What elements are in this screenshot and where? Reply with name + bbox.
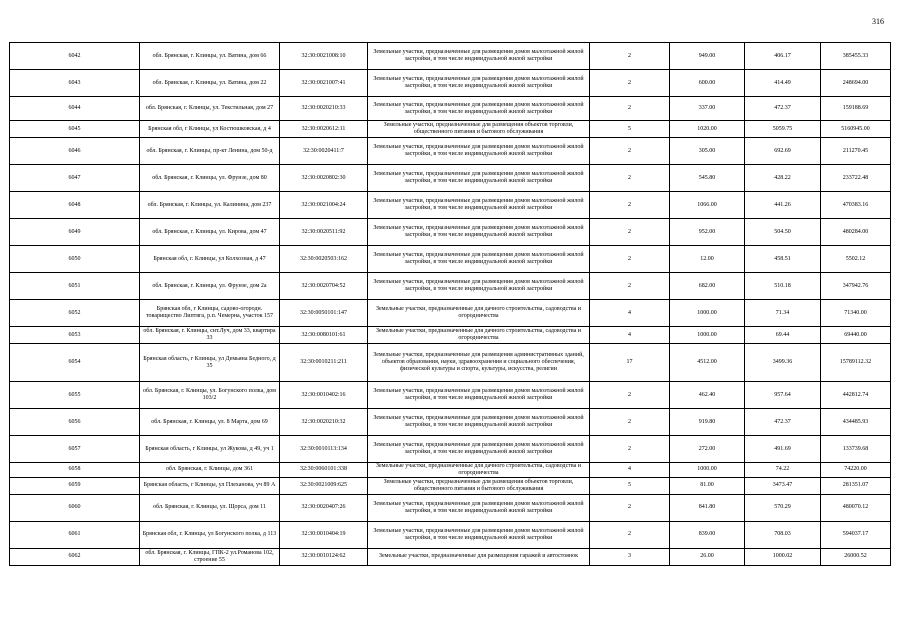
cadastral-number-cell: 32:30:0020407:26 [280,494,368,521]
group-cell: 2 [590,43,670,70]
area-cell: 841.80 [670,494,745,521]
address-cell: обл. Брянская, г. Клинцы, дом 361 [140,463,280,478]
unit-value-cell: 69.44 [745,327,821,344]
address-cell: Брянская область, г Клинцы, ул Демьяна Бедного, д 35 [140,344,280,382]
cadastral-number-cell: 32:30:0020210:33 [280,97,368,121]
area-cell: 949.00 [670,43,745,70]
address-cell: обл. Брянская, г. Клинцы, ул. Богунского полка, дом 103/2 [140,382,280,409]
row-number-cell: 6052 [10,300,140,327]
land-use-cell: Земельные участки, предназначенные для размещения объектов торговли, общественного питания и бытового обслуживания [368,121,590,138]
land-use-cell: Земельные участки, предназначенные для размещения объектов торговли, общественного питания и бытового обслуживания [368,477,590,494]
area-cell: 4512.00 [670,344,745,382]
area-cell: 26.00 [670,548,745,565]
unit-value-cell: 406.17 [745,43,821,70]
group-cell: 2 [590,219,670,246]
land-use-cell: Земельные участки, предназначенные для размещения домов малоэтажной жилой застройки, в том числе индивидуальной жилой застройки [368,409,590,436]
row-number-cell: 6048 [10,192,140,219]
cadastral-number-cell: 32:30:0060101:338 [280,463,368,478]
unit-value-cell: 428.22 [745,165,821,192]
table-row [10,344,891,382]
unit-value-cell: 458.51 [745,246,821,273]
unit-value-cell: 441.26 [745,192,821,219]
table-row [10,436,891,463]
unit-value-cell: 504.50 [745,219,821,246]
cadastral-number-cell: 32:30:0010402:16 [280,382,368,409]
address-cell: Брянская обл, г Клинцы, ул Костюшковская, д 4 [140,121,280,138]
unit-value-cell: 957.64 [745,382,821,409]
address-cell: обл. Брянская, г. Клинцы, ул. Щорса, дом 11 [140,494,280,521]
table-row [10,246,891,273]
land-use-cell: Земельные участки, предназначенные для размещения гаражей и автостоянок [368,548,590,565]
area-cell: 305.00 [670,138,745,165]
land-use-cell: Земельные участки, предназначенные для размещения домов малоэтажной жилой застройки, в том числе индивидуальной жилой застройки [368,521,590,548]
cadastral-number-cell: 32:30:0010124:62 [280,548,368,565]
address-cell: обл. Брянская, г. Клинцы, снт.Луч, дом 33, квартира 33 [140,327,280,344]
cadastral-value-cell: 480070.12 [821,494,891,521]
table-row [10,192,891,219]
row-number-cell: 6053 [10,327,140,344]
group-cell: 2 [590,494,670,521]
cadastral-number-cell: 32:30:0021008:10 [280,43,368,70]
area-cell: 1000.00 [670,300,745,327]
group-cell: 4 [590,300,670,327]
table-row [10,409,891,436]
cadastral-number-cell: 32:30:0020802:30 [280,165,368,192]
land-use-cell: Земельные участки, предназначенные для размещения домов малоэтажной жилой застройки, в том числе индивидуальной жилой застройки [368,273,590,300]
cadastral-value-cell: 470383.16 [821,192,891,219]
table-row [10,273,891,300]
row-number-cell: 6054 [10,344,140,382]
land-use-cell: Земельные участки, предназначенные для размещения домов малоэтажной жилой застройки, в том числе индивидуальной жилой застройки [368,70,590,97]
unit-value-cell: 3499.36 [745,344,821,382]
page-number: 316 [872,17,884,26]
area-cell: 272.00 [670,436,745,463]
cadastral-value-cell: 347942.76 [821,273,891,300]
cadastral-value-cell: 248694.00 [821,70,891,97]
cadastral-number-cell: 32:30:0010404:19 [280,521,368,548]
address-cell: обл. Брянская, г. Клинцы, ул. Кирова, дом 47 [140,219,280,246]
address-cell: обл. Брянская, г. Клинцы, ул. Фрунзе, дом 2а [140,273,280,300]
address-cell: обл. Брянская, г. Клинцы, пр-кт Ленина, дом 50-д [140,138,280,165]
address-cell: обл. Брянская, г. Клинцы, ул. Ватина, дом 66 [140,43,280,70]
unit-value-cell: 570.29 [745,494,821,521]
land-use-cell: Земельные участки, предназначенные для размещения домов малоэтажной жилой застройки, в том числе индивидуальной жилой застройки [368,382,590,409]
cadastral-value-cell: 480284.00 [821,219,891,246]
cadastral-number-cell: 32:30:0050101:147 [280,300,368,327]
group-cell: 2 [590,192,670,219]
row-number-cell: 6061 [10,521,140,548]
row-number-cell: 6050 [10,246,140,273]
row-number-cell: 6045 [10,121,140,138]
row-number-cell: 6055 [10,382,140,409]
row-number-cell: 6046 [10,138,140,165]
cadastral-number-cell: 32:30:0010113:134 [280,436,368,463]
area-cell: 952.00 [670,219,745,246]
cadastral-number-cell: 32:30:0020511:92 [280,219,368,246]
table-row [10,477,891,494]
cadastral-number-cell: 32:30:0020503:162 [280,246,368,273]
cadastral-value-cell: 233722.48 [821,165,891,192]
group-cell: 2 [590,382,670,409]
cadastral-value-cell: 442812.74 [821,382,891,409]
cadastral-number-cell: 32:30:0010211:211 [280,344,368,382]
land-use-cell: Земельные участки, предназначенные для размещения домов малоэтажной жилой застройки, в том числе индивидуальной жилой застройки [368,165,590,192]
area-cell: 1000.00 [670,327,745,344]
land-use-cell: Земельные участки, предназначенные для дачного строительства, садоводства и огородничества [368,463,590,478]
cadastral-value-cell: 434485.93 [821,409,891,436]
area-cell: 1000.00 [670,463,745,478]
address-cell: обл. Брянская, г. Клинцы, ул. 8 Марта, дом 69 [140,409,280,436]
cadastral-number-cell: 32:30:0021007:41 [280,70,368,97]
address-cell: Брянская область, г Клинцы, ул Плеханова, уч 89 А [140,477,280,494]
row-number-cell: 6062 [10,548,140,565]
cadastral-value-table [9,42,891,566]
table-row [10,463,891,478]
table-row [10,138,891,165]
table-row [10,521,891,548]
area-cell: 12.00 [670,246,745,273]
cadastral-number-cell: 32:30:0021004:24 [280,192,368,219]
cadastral-value-cell: 159188.69 [821,97,891,121]
unit-value-cell: 3473.47 [745,477,821,494]
group-cell: 5 [590,121,670,138]
group-cell: 3 [590,548,670,565]
address-cell: обл. Брянская, г. Клинцы, ГПК-2 ул.Романова 102, строение 55 [140,548,280,565]
group-cell: 2 [590,138,670,165]
cadastral-value-cell: 385455.33 [821,43,891,70]
row-number-cell: 6049 [10,219,140,246]
group-cell: 4 [590,327,670,344]
address-cell: Брянская обл, г. Клинцы, ул Колхозная, д 47 [140,246,280,273]
land-use-cell: Земельные участки, предназначенные для размещения домов малоэтажной жилой застройки, в том числе индивидуальной жилой застройки [368,43,590,70]
land-use-cell: Земельные участки, предназначенные для размещения домов малоэтажной жилой застройки, в том числе индивидуальной жилой застройки [368,138,590,165]
land-use-cell: Земельные участки, предназначенные для размещения домов малоэтажной жилой застройки, в том числе индивидуальной жилой застройки [368,97,590,121]
group-cell: 4 [590,463,670,478]
cadastral-value-cell: 211270.45 [821,138,891,165]
unit-value-cell: 491.69 [745,436,821,463]
cadastral-number-cell: 32:30:0020210:32 [280,409,368,436]
address-cell: обл. Брянская, г. Клинцы, ул. Текстильная, дом 27 [140,97,280,121]
area-cell: 1020.00 [670,121,745,138]
cadastral-value-cell: 15789112.32 [821,344,891,382]
group-cell: 2 [590,70,670,97]
address-cell: Брянская обл, г. Клинцы, ул Богунского полка, д 113 [140,521,280,548]
land-use-cell: Земельные участки, предназначенные для размещения домов малоэтажной жилой застройки, в том числе индивидуальной жилой застройки [368,219,590,246]
row-number-cell: 6042 [10,43,140,70]
cadastral-value-cell: 5160945.00 [821,121,891,138]
table-row [10,548,891,565]
cadastral-number-cell: 32:30:0020704:52 [280,273,368,300]
group-cell: 2 [590,165,670,192]
land-use-cell: Земельные участки, предназначенные для размещения домов малоэтажной жилой застройки, в том числе индивидуальной жилой застройки [368,494,590,521]
cadastral-value-cell: 594037.17 [821,521,891,548]
land-use-cell: Земельные участки, предназначенные для размещения домов малоэтажной жилой застройки, в том числе индивидуальной жилой застройки [368,436,590,463]
table-body [10,43,891,566]
land-use-cell: Земельные участки, предназначенные для размещения административных зданий, объектов образования, науки, здравоохранения и социального обеспечения, физической культуры и спорта, культуры, искусства, религии [368,344,590,382]
address-cell: Брянская обл, г Клинцы, садово-огородн. товарищество Липтяга, р.п. Чемерна, участок 157 [140,300,280,327]
group-cell: 2 [590,97,670,121]
cadastral-value-cell: 26000.52 [821,548,891,565]
land-use-cell: Земельные участки, предназначенные для дачного строительства, садоводства и огородничества [368,327,590,344]
row-number-cell: 6057 [10,436,140,463]
table-row [10,382,891,409]
group-cell: 5 [590,477,670,494]
group-cell: 2 [590,246,670,273]
table-row [10,97,891,121]
area-cell: 337.00 [670,97,745,121]
group-cell: 2 [590,409,670,436]
row-number-cell: 6058 [10,463,140,478]
row-number-cell: 6056 [10,409,140,436]
cadastral-value-cell: 281351.07 [821,477,891,494]
land-use-cell: Земельные участки, предназначенные для размещения домов малоэтажной жилой застройки, в том числе индивидуальной жилой застройки [368,246,590,273]
row-number-cell: 6051 [10,273,140,300]
unit-value-cell: 708.03 [745,521,821,548]
cadastral-number-cell: 32:30:0020612:11 [280,121,368,138]
group-cell: 2 [590,521,670,548]
table-row [10,300,891,327]
land-use-cell: Земельные участки, предназначенные для размещения домов малоэтажной жилой застройки, в том числе индивидуальной жилой застройки [368,192,590,219]
area-cell: 545.80 [670,165,745,192]
row-number-cell: 6060 [10,494,140,521]
cadastral-value-cell: 133739.68 [821,436,891,463]
unit-value-cell: 414.49 [745,70,821,97]
land-use-cell: Земельные участки, предназначенные для дачного строительства, садоводства и огородничества [368,300,590,327]
unit-value-cell: 71.34 [745,300,821,327]
cadastral-value-cell: 74220.00 [821,463,891,478]
address-cell: Брянская область, г Клинцы, ул Жукова, д 49, уч 1 [140,436,280,463]
area-cell: 682.00 [670,273,745,300]
area-cell: 462.40 [670,382,745,409]
cadastral-value-cell: 69440.00 [821,327,891,344]
group-cell: 2 [590,436,670,463]
cadastral-value-cell: 71340.00 [821,300,891,327]
cadastral-number-cell: 32:30:0021009:625 [280,477,368,494]
cadastral-value-cell: 5502.12 [821,246,891,273]
unit-value-cell: 472.37 [745,409,821,436]
cadastral-number-cell: 32:30:0020411:7 [280,138,368,165]
row-number-cell: 6047 [10,165,140,192]
unit-value-cell: 692.69 [745,138,821,165]
group-cell: 17 [590,344,670,382]
table-row [10,43,891,70]
cadastral-number-cell: 32:30:0080101:61 [280,327,368,344]
table-row [10,70,891,97]
table-row [10,219,891,246]
address-cell: обл. Брянская, г. Клинцы, ул. Фрунзе, дом 80 [140,165,280,192]
unit-value-cell: 5059.75 [745,121,821,138]
table-row [10,327,891,344]
unit-value-cell: 1000.02 [745,548,821,565]
unit-value-cell: 472.37 [745,97,821,121]
area-cell: 1066.00 [670,192,745,219]
area-cell: 919.80 [670,409,745,436]
table-row [10,494,891,521]
table-row [10,121,891,138]
table-row [10,165,891,192]
unit-value-cell: 510.18 [745,273,821,300]
unit-value-cell: 74.22 [745,463,821,478]
row-number-cell: 6059 [10,477,140,494]
row-number-cell: 6043 [10,70,140,97]
row-number-cell: 6044 [10,97,140,121]
area-cell: 81.00 [670,477,745,494]
address-cell: обл. Брянская, г. Клинцы, ул. Ватина, дом 22 [140,70,280,97]
area-cell: 839.00 [670,521,745,548]
area-cell: 600.00 [670,70,745,97]
group-cell: 2 [590,273,670,300]
address-cell: обл. Брянская, г. Клинцы, ул. Калинина, дом 237 [140,192,280,219]
